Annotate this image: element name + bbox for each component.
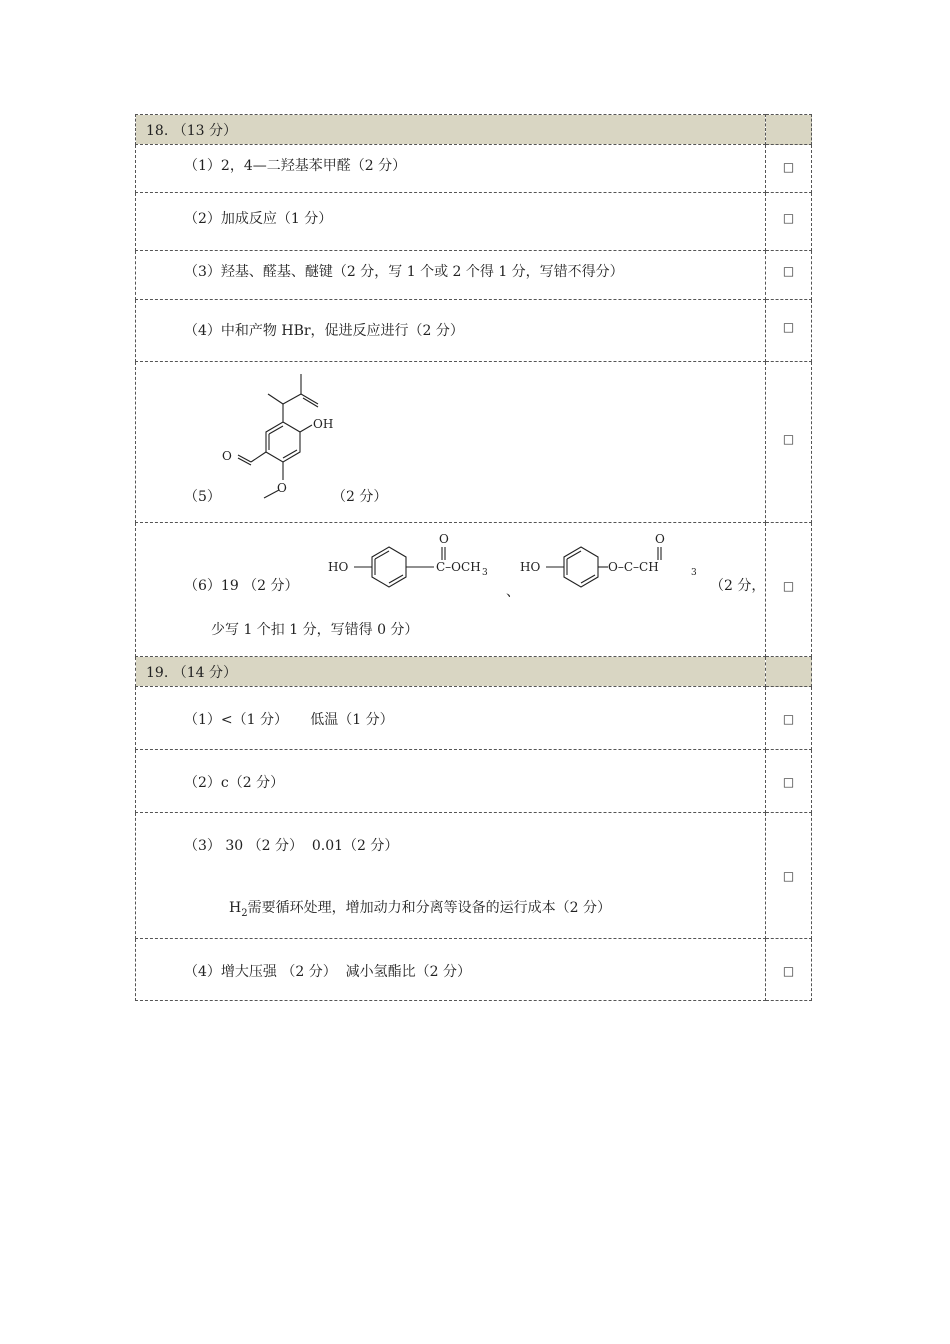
ester-group-label: C–OCH xyxy=(436,560,481,574)
q18-structure-6b xyxy=(516,527,716,597)
ho-label: HO xyxy=(520,560,541,574)
q18-answer-2: （2）加成反应（1 分） xyxy=(184,211,333,227)
q18-answer-1: （1）2，4—二羟基苯甲醛（2 分） xyxy=(184,158,407,174)
methoxy-o-label: O xyxy=(277,481,287,495)
acetate-subscript: 3 xyxy=(691,568,697,578)
h2-subscript: 2 xyxy=(241,907,248,919)
checkbox[interactable]: □ xyxy=(782,264,795,278)
aldehyde-o-label: O xyxy=(222,449,232,463)
checkbox[interactable]: □ xyxy=(782,211,795,225)
ho-label: HO xyxy=(328,560,349,574)
q18-structure-5 xyxy=(216,362,346,502)
q18-answer-5-score: （2 分） xyxy=(332,489,388,505)
q18-header-row xyxy=(136,115,812,145)
q19-answer-3-text: 需要循环处理，增加动力和分离等设备的运行成本（2 分） xyxy=(247,900,611,916)
q18-answer-3: （3）羟基、醛基、醚键（2 分，写 1 个或 2 个得 1 分，写错不得分） xyxy=(184,264,624,280)
carbonyl-o-label: O xyxy=(655,532,665,546)
ester-subscript: 3 xyxy=(482,568,488,578)
q19-row-3 xyxy=(136,813,812,939)
q18-answer-6-note: 少写 1 个扣 1 分，写错得 0 分） xyxy=(211,622,419,638)
checkbox[interactable]: □ xyxy=(782,320,795,334)
answer-sheet xyxy=(135,114,811,1001)
q18-answer-6-score: （2 分， xyxy=(710,578,766,594)
checkbox[interactable]: □ xyxy=(782,775,795,789)
oh-label: OH xyxy=(313,417,334,431)
checkbox[interactable]: □ xyxy=(782,160,795,174)
checkbox[interactable]: □ xyxy=(782,869,795,883)
q18-row-1 xyxy=(136,145,812,193)
q18-answer-4: （4）中和产物 HBr，促进反应进行（2 分） xyxy=(184,323,464,339)
q18-answer-6-label: （6）19 （2 分） xyxy=(184,578,299,594)
checkbox[interactable]: □ xyxy=(782,964,795,978)
q18-row-5 xyxy=(136,362,812,523)
q19-answer-2: （2）c（2 分） xyxy=(184,775,285,791)
q18-answer-5-label: （5） xyxy=(184,489,221,505)
checkbox[interactable]: □ xyxy=(782,712,795,726)
checkbox[interactable]: □ xyxy=(782,579,795,593)
q18-row-4 xyxy=(136,300,812,362)
q19-row-2 xyxy=(136,750,812,813)
q18-structure-6a xyxy=(324,527,514,597)
h2-symbol: H xyxy=(229,900,242,916)
q19-header: 19. （14 分） xyxy=(136,657,766,687)
q19-row-4 xyxy=(136,939,812,1001)
q19-answer-1: （1）<（1 分） 低温（1 分） xyxy=(184,712,394,728)
q18-row-6 xyxy=(136,523,812,657)
checkbox[interactable]: □ xyxy=(782,432,795,446)
q18-header: 18. （13 分） xyxy=(136,115,766,145)
q18-header-side xyxy=(766,115,812,145)
q18-answer-6-separator: 、 xyxy=(506,584,520,600)
q18-row-3 xyxy=(136,251,812,300)
acetate-group-label: O–C–CH xyxy=(608,560,659,574)
q19-header-row xyxy=(136,657,812,687)
q19-answer-3-line2 xyxy=(229,897,611,919)
q19-answer-4: （4）增大压强 （2 分） 减小氢酯比（2 分） xyxy=(184,964,471,980)
q19-row-1 xyxy=(136,687,812,750)
q19-answer-3-line1: （3） 30 （2 分） 0.01（2 分） xyxy=(184,838,399,854)
q19-header-side xyxy=(766,657,812,687)
answer-table xyxy=(135,114,812,1001)
carbonyl-o-label: O xyxy=(439,532,449,546)
q18-row-2 xyxy=(136,193,812,251)
